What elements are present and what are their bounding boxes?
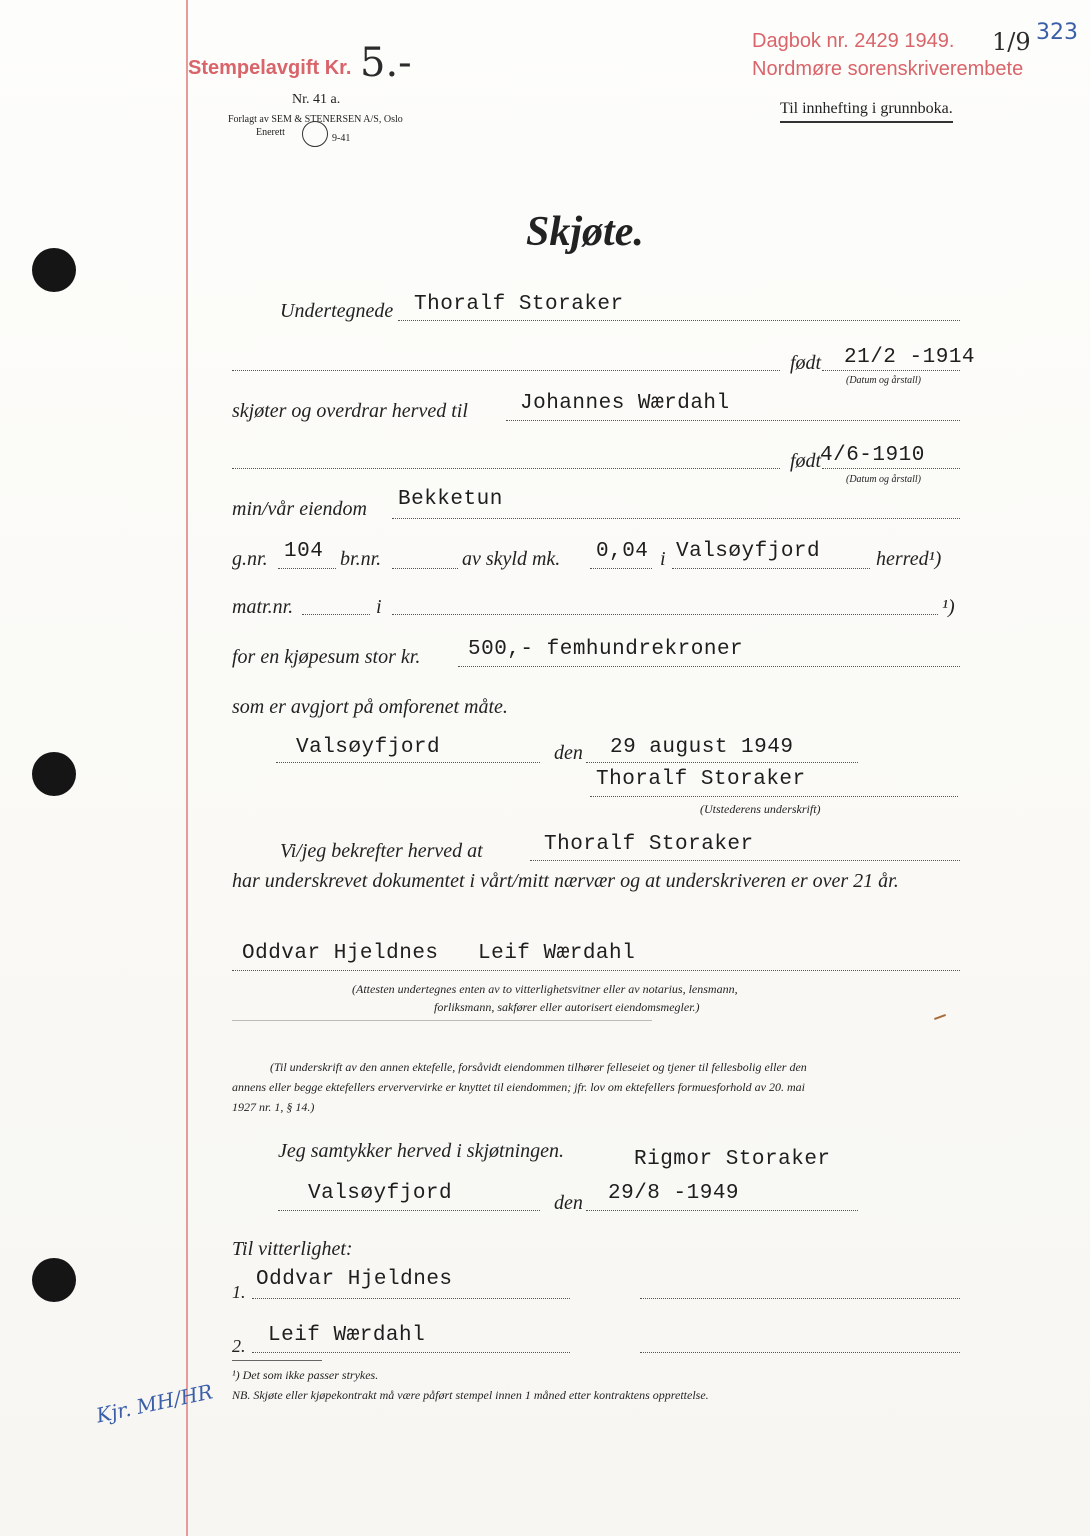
witness-line (232, 970, 960, 971)
matrnr-label: matr.nr. (232, 596, 294, 618)
vitne-2-line-right (640, 1352, 960, 1353)
vitne-1-line (252, 1298, 570, 1299)
vitne-2: Leif Wærdahl (268, 1324, 426, 1347)
dagbok-page: 1/9 (992, 28, 1031, 56)
brnr-label: br.nr. (340, 548, 382, 570)
skyld-value: 0,04 (596, 540, 649, 563)
skyld-label: av skyld mk. (462, 548, 561, 570)
gnr-line (278, 568, 336, 569)
print-code: 9-41 (332, 133, 351, 144)
bekrefter-text: har underskrevet dokumentet i vårt/mitt nærvær og at underskriveren er over 21 år. (232, 870, 899, 892)
herred-label: herred¹) (876, 548, 942, 570)
vitterlighet-label: Til vitterlighet: (232, 1238, 353, 1260)
buyer-line-2 (232, 468, 780, 469)
date-2-line (586, 1210, 858, 1211)
matr-i-line (392, 614, 938, 615)
property-line (392, 518, 960, 519)
place-value: Valsøyfjord (296, 736, 441, 759)
brnr-line (392, 568, 458, 569)
margin-line (186, 0, 188, 1536)
vitne-1-line-right (640, 1298, 960, 1299)
dagbok-stamp: Dagbok nr. 2429 1949. (752, 30, 955, 52)
property-name: Bekketun (398, 488, 503, 511)
vitne-2-line (252, 1352, 570, 1353)
matrnr-line (302, 614, 370, 615)
spouse-note-3: 1927 nr. 1, § 14.) (232, 1100, 315, 1114)
herred-value: Valsøyfjord (676, 540, 821, 563)
kjopesum-label: for en kjøpesum stor kr. (232, 646, 421, 668)
matr-note: ¹) (942, 596, 955, 618)
seller-name: Thoralf Storaker (414, 293, 624, 316)
buyer-born: 4/6-1910 (820, 444, 925, 467)
fodt-label: født (790, 352, 822, 374)
witness-1: Oddvar Hjeldnes (242, 942, 439, 965)
attest-note-1: (Attesten undertegnes enten av to vitterlighetsvitner eller av notarius, lensmann, (352, 982, 738, 996)
enerett: Enerett (256, 127, 285, 138)
date-line (586, 762, 858, 763)
attest-note-2: forliksmann, sakfører eller autorisert eiendomsmegler.) (434, 1000, 700, 1014)
place-line (276, 762, 540, 763)
eiendom-label: min/vår eiendom (232, 498, 367, 520)
den-label: den (554, 742, 583, 764)
i-label: i (660, 548, 666, 570)
spouse-signature: Rigmor Storaker (634, 1148, 831, 1171)
seller-born-line (822, 370, 960, 371)
price-line (458, 666, 960, 667)
date-value: 29 august 1949 (610, 736, 794, 759)
grunnbok-note: Til innhefting i grunnboka. (780, 100, 953, 123)
vitne-2-number: 2. (232, 1336, 246, 1356)
herred-line (672, 568, 870, 569)
seller-born: 21/2 -1914 (844, 346, 976, 369)
punch-hole (32, 248, 76, 292)
witness-2: Leif Wærdahl (478, 942, 636, 965)
place-2-line (278, 1210, 540, 1211)
bekrefter-name: Thoralf Storaker (544, 833, 754, 856)
footnote-1: ¹) Det som ikke passer strykes. (232, 1368, 379, 1382)
buyer-name: Johannes Wærdahl (520, 392, 730, 415)
place-2-value: Valsøyfjord (308, 1182, 453, 1205)
signature-line (590, 796, 958, 797)
punch-hole (32, 1258, 76, 1302)
office-stamp: Nordmøre sorenskriverembete (752, 58, 1024, 80)
spouse-note-2: annens eller begge ektefellers erververvirke er knyttet til eiendommen; jfr. lov om ektefellers formuesforhold av 20. mai (232, 1080, 805, 1094)
attest-divider (232, 1020, 652, 1021)
skjoter-label: skjøter og overdrar herved til (232, 400, 468, 422)
avgjort-text: som er avgjort på omforenet måte. (232, 696, 508, 718)
form-number: Nr. 41 a. (292, 92, 341, 107)
skyld-line (590, 568, 652, 569)
seller-signature: Thoralf Storaker (596, 768, 806, 791)
seller-line (398, 320, 960, 321)
price-value: 500,- femhundrekroner (468, 638, 744, 661)
datum-hint-2: (Datum og årstall) (846, 474, 921, 485)
buyer-born-line (822, 468, 960, 469)
footnote-2: NB. Skjøte eller kjøpekontrakt må være påført stempel innen 1 måned etter kontraktens opprettelse. (232, 1388, 709, 1402)
publisher-logo (302, 121, 328, 147)
folio-number: 323 (1036, 20, 1078, 45)
punch-hole (32, 752, 76, 796)
vitne-1: Oddvar Hjeldnes (256, 1268, 453, 1291)
pen-mark (934, 1014, 946, 1020)
matr-i-label: i (376, 596, 382, 618)
margin-note: Kjr. MH/HR (94, 1379, 215, 1428)
datum-hint: (Datum og årstall) (846, 375, 921, 386)
den-label-2: den (554, 1192, 583, 1214)
stempel-amount: 5.- (360, 40, 412, 86)
gnr-value: 104 (284, 540, 324, 563)
utsteder-hint: (Utstederens underskrift) (700, 802, 821, 816)
samtykker-text: Jeg samtykker herved i skjøtningen. (278, 1140, 565, 1162)
stempelavgift-stamp: Stempelavgift Kr. (188, 57, 352, 79)
fodt-label-2: født (790, 450, 822, 472)
seller-line-2 (232, 370, 780, 371)
bekrefter-label: Vi/jeg bekrefter herved at (280, 840, 483, 862)
spouse-note-1: (Til underskrift av den annen ektefelle, forsåvidt eiendommen tilhører felleseiet og tjener til fellesbolig eller den (270, 1060, 807, 1074)
document-title: Skjøte. (526, 209, 644, 255)
undertegnede-label: Undertegnede (280, 300, 394, 322)
date-2-value: 29/8 -1949 (608, 1182, 740, 1205)
footnote-rule (232, 1360, 322, 1361)
bekrefter-line (530, 860, 960, 861)
publisher: Forlagt av SEM & STENERSEN A/S, Oslo (228, 114, 403, 125)
buyer-line (506, 420, 960, 421)
gnr-label: g.nr. (232, 548, 268, 570)
vitne-1-number: 1. (232, 1282, 246, 1302)
